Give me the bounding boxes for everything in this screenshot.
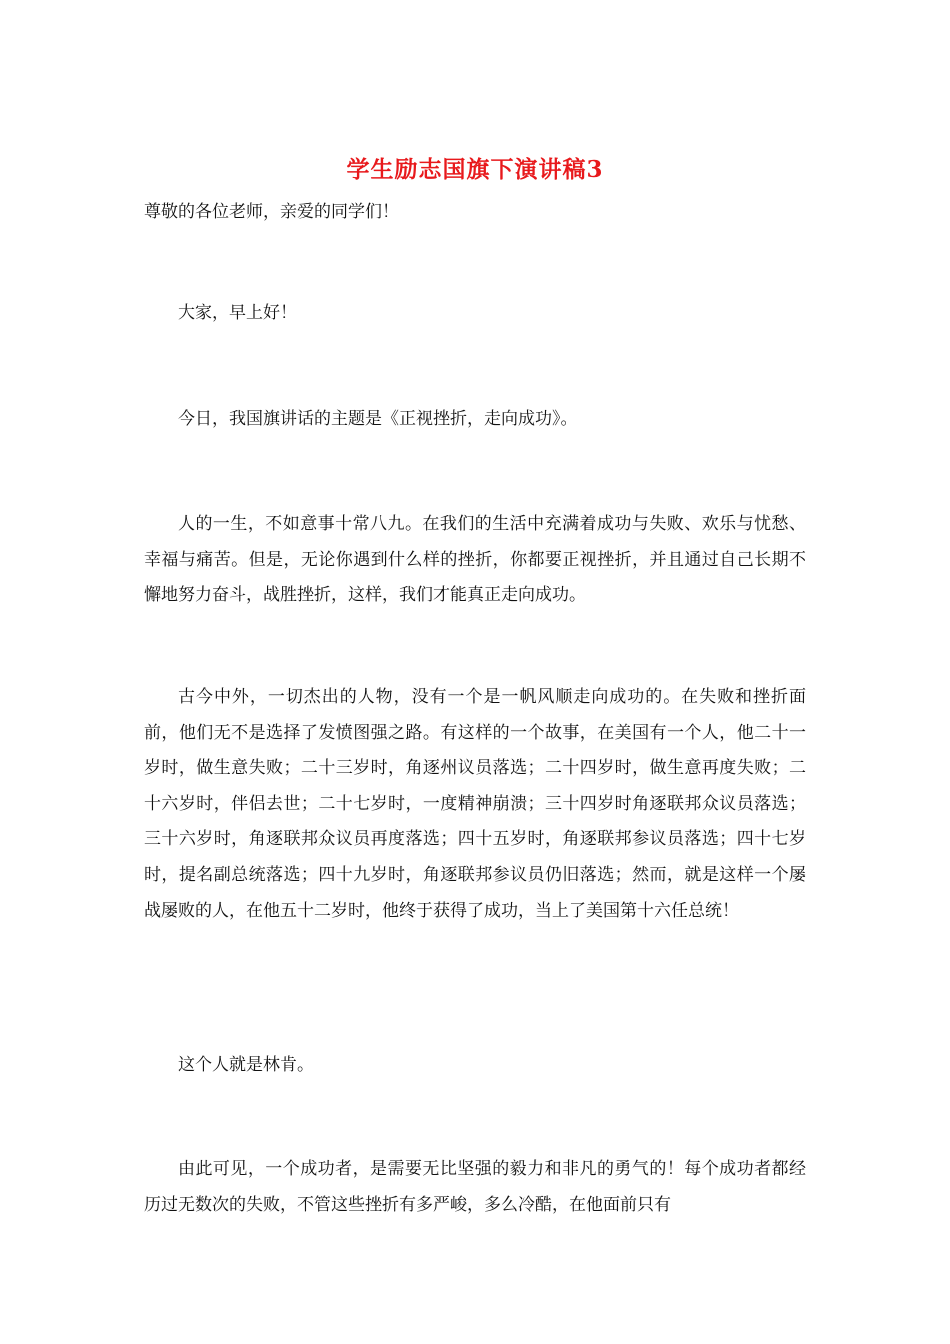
salutation: 尊敬的各位老师，亲爱的同学们！ — [144, 202, 399, 222]
paragraph-topic: 今日，我国旗讲话的主题是《正视挫折，走向成功》。 — [178, 409, 578, 429]
document-title: 学生励志国旗下演讲稿3 — [346, 156, 604, 183]
paragraph-greeting: 大家，早上好！ — [178, 303, 297, 323]
paragraph-lincoln: 这个人就是林肯。 — [178, 1055, 314, 1075]
paragraph-conclusion: 由此可见，一个成功者，是需要无比坚强的毅力和非凡的勇气的！每个成功者都经历过无数次的失败，不管这些挫折有多严峻，多么冷酷，在他面前只有 — [144, 1159, 806, 1215]
paragraph-life: 人的一生，不如意事十常八九。在我们的生活中充满着成功与失败、欢乐与忧愁、幸福与痛苦。但是，无论你遇到什么样的挫折，你都要正视挫折，并且通过自己长期不懈地努力奋斗，战胜挫折，这样，我们才能真正走向成功。 — [144, 514, 806, 606]
paragraph-story: 古今中外，一切杰出的人物，没有一个是一帆风顺走向成功的。在失败和挫折面前，他们无不是选择了发愤图强之路。有这样的一个故事，在美国有一个人，他二十一岁时，做生意失败；二十三岁时，角逐州议员落选；二十四岁时，做生意再度失败；二十六岁时，伴侣去世；二十七岁时，一度精神崩溃；三十四岁时角逐联邦众议员落选；三十六岁时，角逐联邦众议员再度落选；四十五岁时，角逐联邦参议员落选；四十七岁时，提名副总统落选；四十九岁时，角逐联邦参议员仍旧落选；然而，就是这样一个屡战屡败的人，在他五十二岁时，他终于获得了成功，当上了美国第十六任总统！ — [144, 687, 806, 921]
